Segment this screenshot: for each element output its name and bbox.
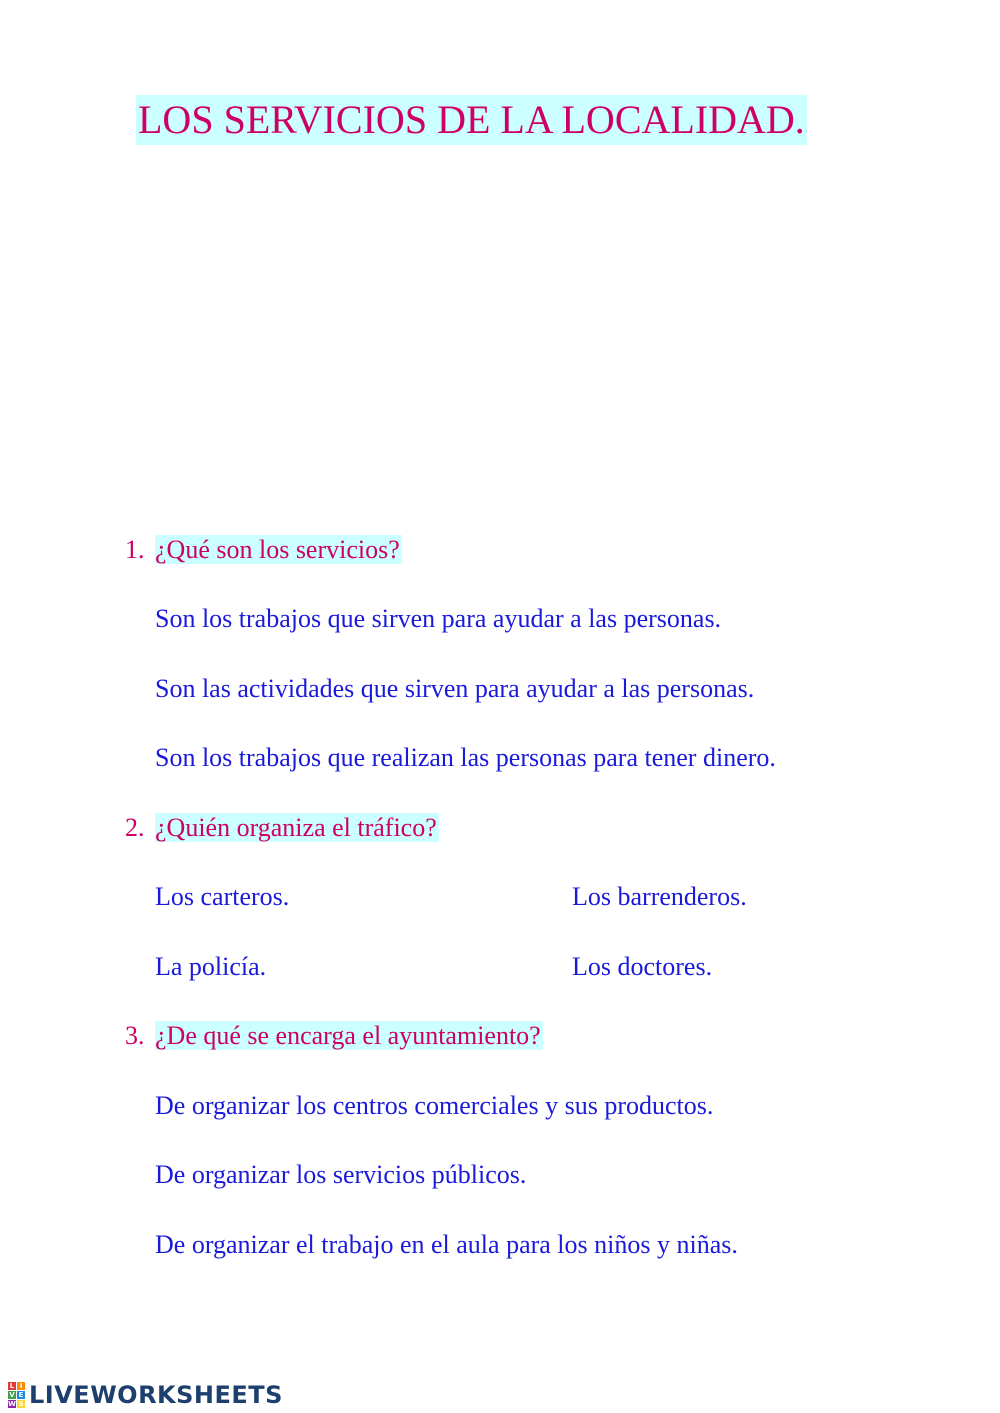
- question-3: [125, 1018, 543, 1054]
- logo-cell-icon: L: [9, 1382, 15, 1390]
- question-3-option-2[interactable]: De organizar los servicios públicos.: [155, 1160, 527, 1189]
- question-2: [125, 810, 439, 846]
- question-3-text: ¿De qué se encarga el ayuntamiento?: [155, 1021, 541, 1050]
- logo-grid-icon: [8, 1382, 25, 1408]
- question-3-option-1[interactable]: De organizar los centros comerciales y sus productos.: [155, 1091, 714, 1120]
- logo-cell-icon: S: [18, 1400, 24, 1408]
- question-2-option-1[interactable]: Los carteros.: [155, 882, 290, 911]
- question-2-option-3[interactable]: La policía.: [155, 952, 267, 981]
- question-1-option-2[interactable]: Son las actividades que sirven para ayudar a las personas.: [155, 674, 755, 703]
- question-1-number: 1.: [125, 535, 145, 564]
- question-3-number: 3.: [125, 1021, 145, 1050]
- question-1-option-1[interactable]: Son los trabajos que sirven para ayudar a las personas.: [155, 604, 722, 633]
- worksheet-title: LOS SERVICIOS DE LA LOCALIDAD.: [136, 95, 807, 145]
- question-1: [125, 532, 402, 568]
- question-2-text: ¿Quién organiza el tráfico?: [155, 813, 437, 842]
- question-1-text: ¿Qué son los servicios?: [155, 535, 400, 564]
- brand-name: LIVEWORKSHEETS: [29, 1381, 283, 1409]
- liveworksheets-logo: [8, 1381, 283, 1409]
- question-1-option-3[interactable]: Son los trabajos que realizan las personas para tener dinero.: [155, 743, 776, 772]
- question-2-number: 2.: [125, 813, 145, 842]
- logo-cell-icon: V: [9, 1391, 15, 1399]
- question-2-option-2[interactable]: Los barrenderos.: [572, 882, 747, 911]
- logo-cell-icon: E: [18, 1391, 24, 1399]
- logo-cell-icon: W: [8, 1400, 16, 1408]
- logo-cell-icon: I: [17, 1382, 25, 1390]
- question-2-option-4[interactable]: Los doctores.: [572, 952, 713, 981]
- question-3-option-3[interactable]: De organizar el trabajo en el aula para los niños y niñas.: [155, 1230, 738, 1259]
